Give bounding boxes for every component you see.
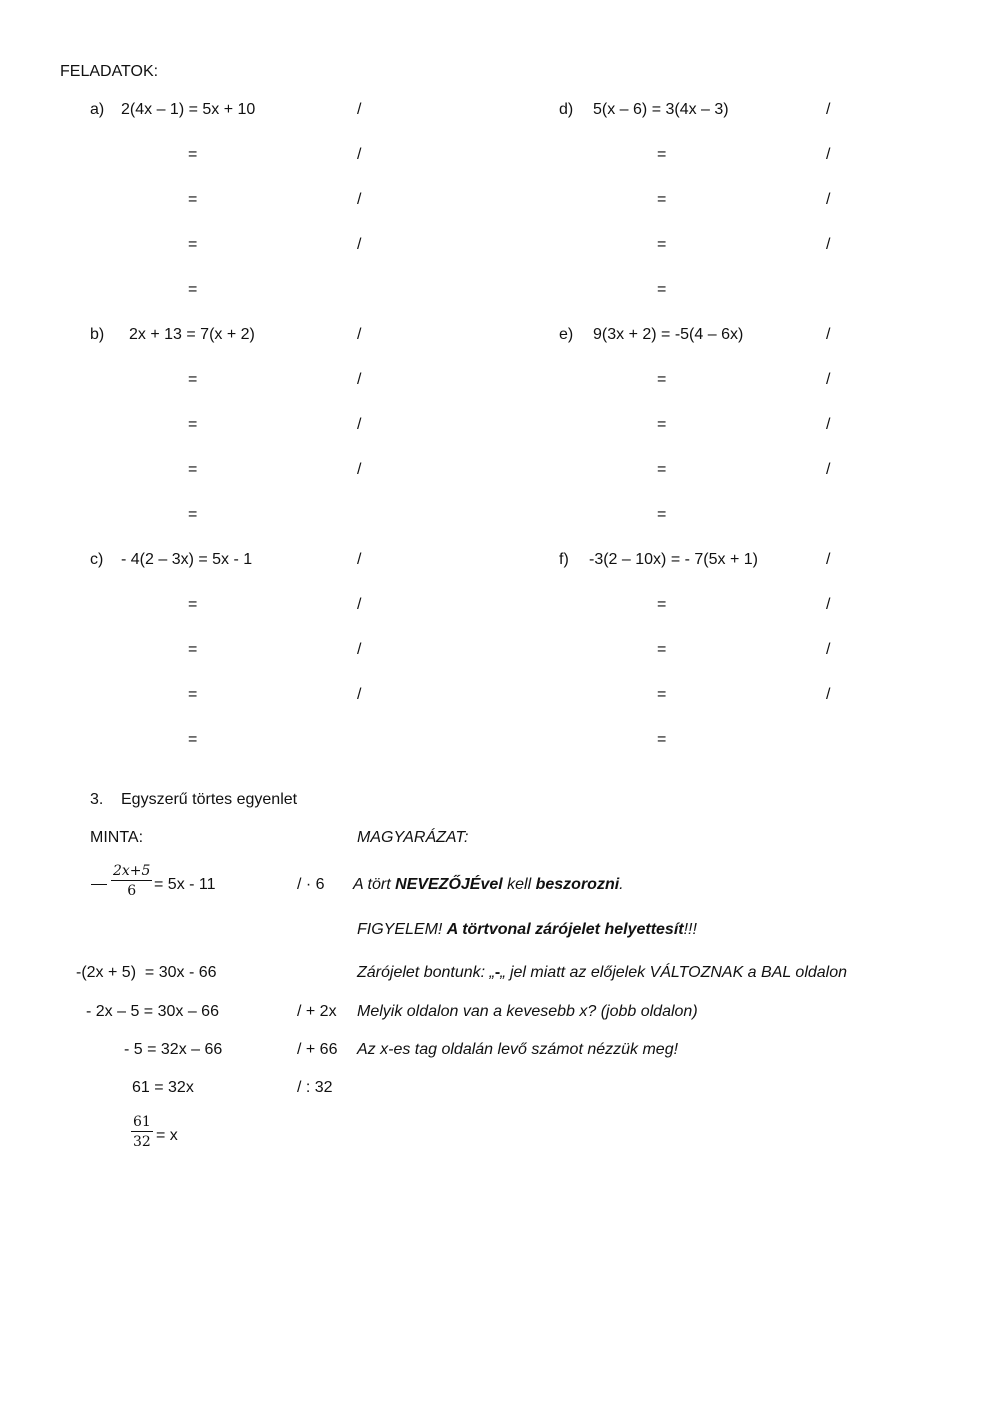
step-op: / + 2x <box>297 1003 337 1020</box>
answer-eq-sign: = <box>188 731 198 748</box>
result-fraction <box>131 1115 153 1149</box>
figyelem-note: FIGYELEM! A törtvonal zárójelet helyettesít!!! <box>357 921 697 938</box>
problem-label: f) <box>559 551 569 568</box>
answer-eq-sign: = <box>188 281 198 298</box>
answer-eq-sign: = <box>188 416 198 433</box>
operation-slash: / <box>826 596 831 613</box>
answer-eq-sign: = <box>657 146 667 163</box>
operation-slash: / <box>357 191 362 208</box>
result-rhs: = x <box>156 1127 178 1144</box>
operation-slash: / <box>357 641 362 658</box>
result-numerator: 61 <box>133 1114 151 1130</box>
operation-slash: / <box>357 596 362 613</box>
problem-equation: 5(x – 6) = 3(4x – 3) <box>593 101 729 118</box>
minta-label: MINTA: <box>90 829 144 846</box>
step-equation: -(2x + 5) = 30x - 66 <box>76 964 217 981</box>
problem-equation: 2x + 13 = 7(x + 2) <box>129 326 255 343</box>
section-number: 3. <box>90 791 104 808</box>
answer-eq-sign: = <box>188 191 198 208</box>
problem-label: a) <box>90 101 105 118</box>
operation-slash: / <box>826 236 831 253</box>
operation-slash: / <box>357 236 362 253</box>
operation-slash: / <box>826 191 831 208</box>
answer-eq-sign: = <box>657 416 667 433</box>
answer-eq-sign: = <box>188 146 198 163</box>
operation-slash: / <box>826 641 831 658</box>
result-denominator: 32 <box>133 1134 151 1150</box>
operation-slash: / <box>357 461 362 478</box>
sample-first-rhs: = 5x - 11 <box>154 876 216 893</box>
answer-eq-sign: = <box>657 371 667 388</box>
problem-label: c) <box>90 551 104 568</box>
sample-first-explanation: A tört NEVEZŐJÉvel kell beszorozni. <box>353 876 624 893</box>
problem-equation: - 4(2 – 3x) = 5x - 1 <box>121 551 253 568</box>
answer-eq-sign: = <box>188 371 198 388</box>
answer-eq-sign: = <box>188 686 198 703</box>
operation-slash: / <box>826 686 831 703</box>
sample-first-op: / · 6 <box>297 876 325 893</box>
operation-slash: / <box>826 551 831 568</box>
step-equation: - 2x – 5 = 30x – 66 <box>86 1003 219 1020</box>
answer-eq-sign: = <box>657 236 667 253</box>
sample-fraction <box>111 864 152 898</box>
operation-slash: / <box>826 416 831 433</box>
operation-slash: / <box>357 416 362 433</box>
answer-eq-sign: = <box>188 236 198 253</box>
step-explanation: Az x-es tag oldalán levő számot nézzük meg! <box>357 1041 679 1058</box>
operation-slash: / <box>826 371 831 388</box>
answer-eq-sign: = <box>188 641 198 658</box>
step-equation: 61 = 32x <box>132 1079 194 1096</box>
operation-slash: / <box>826 461 831 478</box>
answer-eq-sign: = <box>657 731 667 748</box>
step-op: / + 66 <box>297 1041 338 1058</box>
fraction-denominator: 6 <box>127 883 137 899</box>
fraction-numerator: 2x+5 <box>113 863 151 879</box>
problem-label: b) <box>90 326 105 343</box>
magyarazat-label: MAGYARÁZAT: <box>357 829 469 846</box>
problem-equation: -3(2 – 10x) = - 7(5x + 1) <box>589 551 758 568</box>
operation-slash: / <box>826 326 831 343</box>
step-explanation: Melyik oldalon van a kevesebb x? (jobb oldalon) <box>357 1003 698 1020</box>
answer-eq-sign: = <box>188 596 198 613</box>
answer-eq-sign: = <box>657 596 667 613</box>
answer-eq-sign: = <box>657 191 667 208</box>
problem-label: e) <box>559 326 574 343</box>
operation-slash: / <box>826 146 831 163</box>
operation-slash: / <box>357 326 362 343</box>
operation-slash: / <box>826 101 831 118</box>
answer-eq-sign: = <box>188 506 198 523</box>
step-op: / : 32 <box>297 1079 333 1096</box>
operation-slash: / <box>357 371 362 388</box>
section-title: Egyszerű törtes egyenlet <box>121 791 298 808</box>
answer-eq-sign: = <box>657 506 667 523</box>
problem-equation: 2(4x – 1) = 5x + 10 <box>121 101 256 118</box>
answer-eq-sign: = <box>188 461 198 478</box>
operation-slash: / <box>357 146 362 163</box>
operation-slash: / <box>357 686 362 703</box>
problem-equation: 9(3x + 2) = -5(4 – 6x) <box>593 326 744 343</box>
answer-eq-sign: = <box>657 281 667 298</box>
problem-label: d) <box>559 101 574 118</box>
answer-eq-sign: = <box>657 461 667 478</box>
step-equation: - 5 = 32x – 66 <box>124 1041 223 1058</box>
minus-sign <box>91 884 107 885</box>
heading: FELADATOK: <box>60 63 159 80</box>
answer-eq-sign: = <box>657 686 667 703</box>
answer-eq-sign: = <box>657 641 667 658</box>
step-explanation: Zárójelet bontunk: „-„ jel miatt az előjelek VÁLTOZNAK a BAL oldalon <box>357 964 848 981</box>
operation-slash: / <box>357 551 362 568</box>
operation-slash: / <box>357 101 362 118</box>
